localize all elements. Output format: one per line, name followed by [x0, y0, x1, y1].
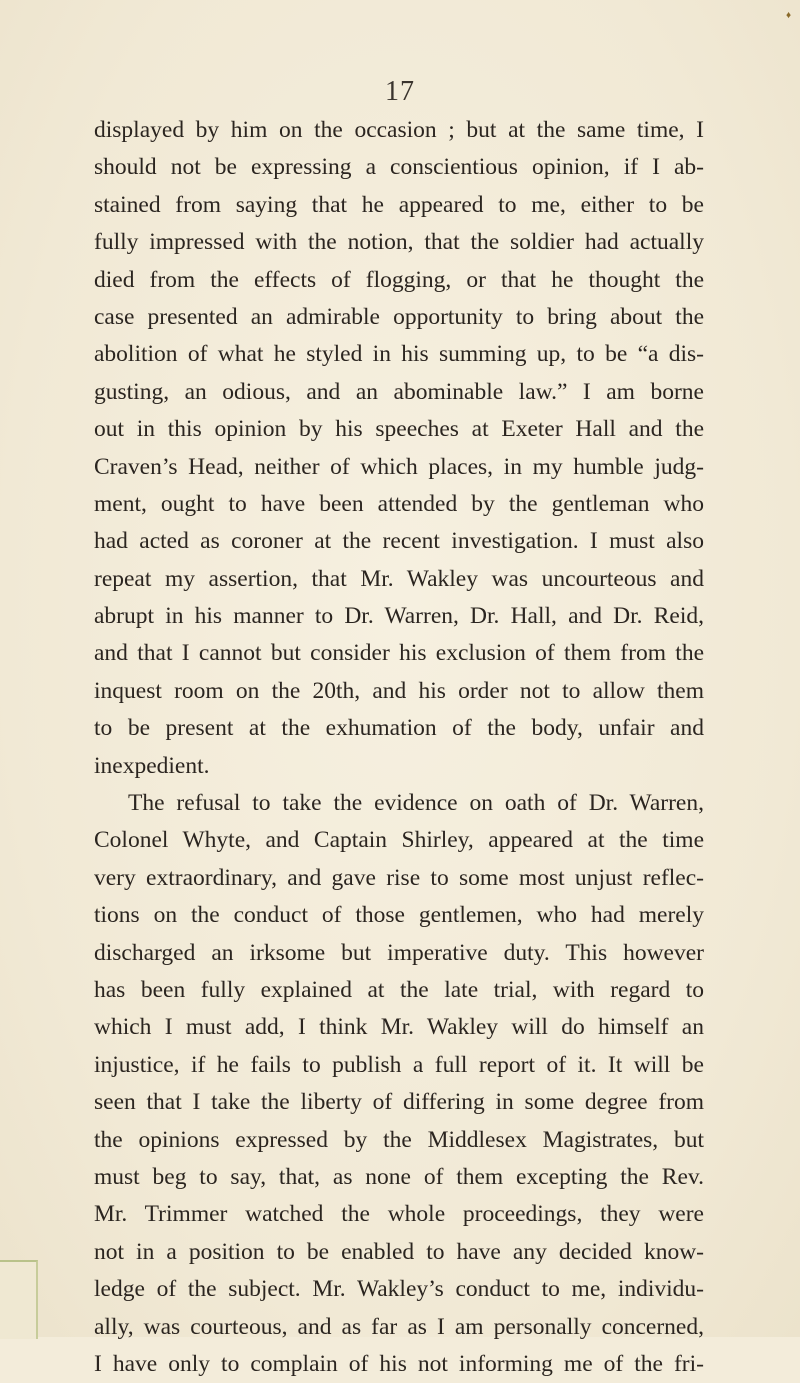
text-line: Craven’s Head, neither of which places, in my humble judg-: [94, 453, 704, 480]
text-line: ally, was courteous, and as far as I am personally concerned,: [94, 1313, 704, 1340]
corner-mark: ♦: [786, 10, 792, 21]
text-line: not in a position to be enabled to have any decided know-: [94, 1238, 704, 1265]
text-line: out in this opinion by his speeches at Exeter Hall and the: [94, 416, 704, 443]
text-line: very extraordinary, and gave rise to some most unjust reflec-: [94, 864, 704, 891]
text-line: abrupt in his manner to Dr. Warren, Dr. Hall, and Dr. Reid,: [94, 603, 704, 630]
text-line: had acted as coroner at the recent investigation. I must also: [94, 528, 704, 555]
text-line: inquest room on the 20th, and his order not to allow them: [94, 677, 704, 704]
text-line: must beg to say, that, as none of them excepting the Rev.: [94, 1163, 704, 1190]
text-line: case presented an admirable opportunity to bring about the: [94, 303, 704, 330]
text-line: tions on the conduct of those gentlemen, who had merely: [94, 902, 704, 929]
text-line: Colonel Whyte, and Captain Shirley, appeared at the time: [94, 827, 704, 854]
text-line: discharged an irksome but imperative duty. This however: [94, 939, 704, 966]
text-line: ment, ought to have been attended by the gentleman who: [94, 490, 704, 517]
text-line: inexpedient.: [94, 752, 210, 779]
text-line: abolition of what he styled in his summing up, to be “a dis-: [94, 341, 704, 368]
text-line: to be present at the exhumation of the body, unfair and: [94, 715, 704, 742]
text-line: which I must add, I think Mr. Wakley will do himself an: [94, 1014, 704, 1041]
text-line: The refusal to take the evidence on oath of Dr. Warren,: [128, 790, 704, 817]
text-line: I have only to complain of his not informing me of the fri-: [94, 1350, 704, 1377]
text-line: the opinions expressed by the Middlesex Magistrates, but: [94, 1126, 704, 1153]
text-line: stained from saying that he appeared to me, either to be: [94, 191, 704, 218]
text-line: has been fully explained at the late trial, with regard to: [94, 976, 704, 1003]
text-line: Mr. Trimmer watched the whole proceedings, they were: [94, 1201, 704, 1228]
text-line: gusting, an odious, and an abominable law.” I am borne: [94, 378, 704, 405]
text-line: injustice, if he fails to publish a full report of it. It will be: [94, 1051, 704, 1078]
text-line: repeat my assertion, that Mr. Wakley was uncourteous and: [94, 565, 704, 592]
text-line: seen that I take the liberty of differing in some degree from: [94, 1089, 704, 1116]
text-line: died from the effects of flogging, or that he thought the: [94, 266, 704, 293]
page-edge-fragment: [0, 1260, 38, 1339]
page-number: 17: [385, 76, 415, 107]
text-line: ledge of the subject. Mr. Wakley’s conduct to me, individu-: [94, 1276, 704, 1303]
body-text: [94, 112, 704, 1383]
text-line: displayed by him on the occasion ; but at the same time, I: [94, 117, 704, 143]
text-line: should not be expressing a conscientious opinion, if I ab-: [94, 154, 704, 181]
text-line: fully impressed with the notion, that the soldier had actually: [94, 229, 704, 256]
text-line: and that I cannot but consider his exclusion of them from the: [94, 640, 704, 667]
